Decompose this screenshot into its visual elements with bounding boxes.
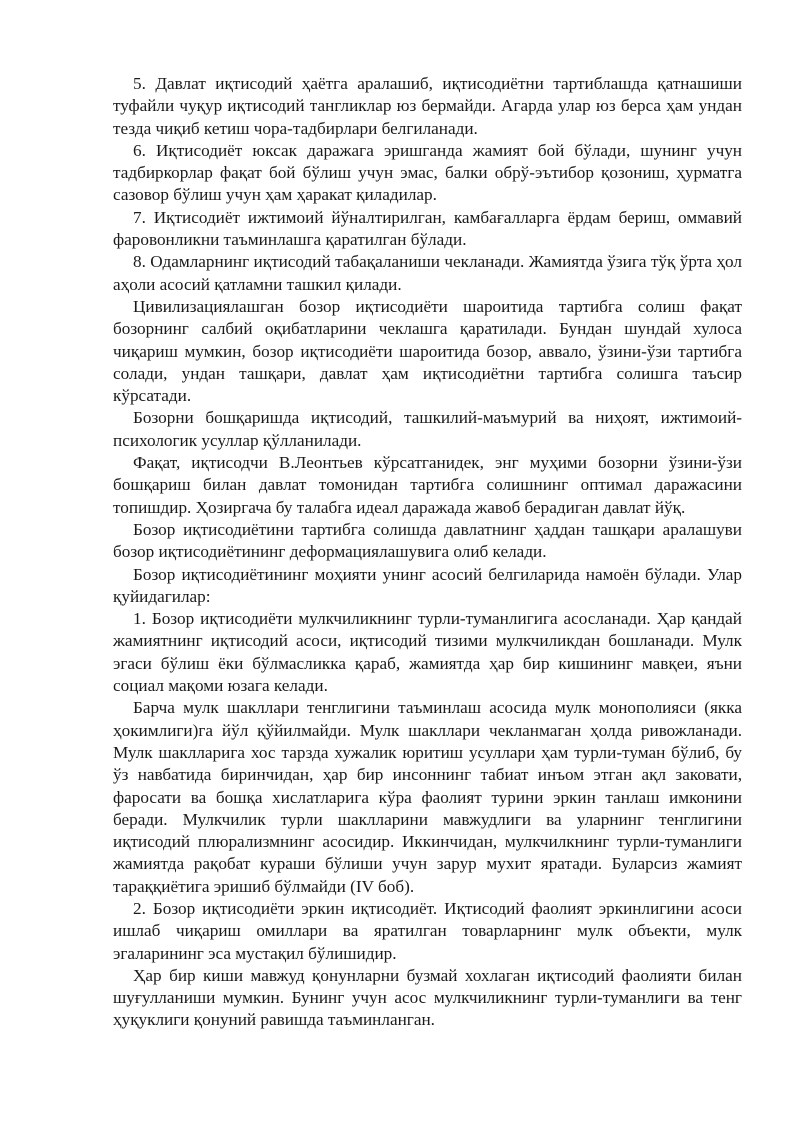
paragraph: Ҳар бир киши мавжуд қонунларни бузмай хохлаган иқтисодий фаолияти билан шуғулланиши мумкин. Бунинг учун асос мулкчиликнинг турли-туманлиги ва тенг ҳуқуклиги қонуний равишда таъминланган.: [113, 965, 742, 1030]
paragraph: 2. Бозор иқтисодиёти эркин иқтисодиёт. Иқтисодий фаолият эркинлигини асоси ишлаб чиқариш омиллари ва яратилган товарларнинг мулк объекти, мулк эгаларининг эса мустақил бўлишидир.: [113, 898, 742, 963]
paragraph: 5. Давлат иқтисодий ҳаётга аралашиб, иқтисодиётни тартиблашда қатнашиши туфайли чуқур иқтисодий тангликлар юз бермайди. Агарда улар юз берса ҳам ундан тезда чиқиб кетиш чора-тадбирлари белгиланади.: [113, 74, 742, 138]
paragraph: 8. Одамларнинг иқтисодий табақаланиши чекланади. Жамиятда ўзига тўқ ўрта ҳол аҳоли асосий қатламни ташкил қилади.: [113, 252, 742, 294]
paragraph: Бозор иқтисодиётининг моҳияти унинг асосий белгиларида намоён бўлади. Улар қуйидагилар:: [113, 564, 742, 606]
paragraph: Фақат, иқтисодчи В.Леонтьев кўрсатганидек, энг муҳими бозорни ўзини-ўзи бошқариш билан давлат томонидан тартибга солишнинг оптимал даражасини топишдир. Ҳозиргача бу талабга идеал даражада жавоб берадиган давлат йўқ.: [113, 453, 742, 517]
paragraph: Бозорни бошқаришда иқтисодий, ташкилий-маъмурий ва ниҳоят, ижтимоий-психологик усуллар қўлланилади.: [113, 408, 742, 450]
document-body: [113, 73, 742, 1032]
paragraph: 7. Иқтисодиёт ижтимоий йўналтирилган, камбағалларга ёрдам бериш, оммавий фаровонликни таъминлашга қаратилган бўлади.: [113, 207, 742, 250]
paragraph: 1. Бозор иқтисодиёти мулкчиликнинг турли-туманлигига асосланади. Ҳар қандай жамиятнинг иқтисодий асоси, иқтисодий тизими мулкчиликдан бошланади. Мулк эгаси бўлиш ёки бўлмасликка қараб, жамиятда ҳар бир кишининг мавқеи, яъни социал мақоми юзага келади.: [113, 609, 742, 696]
paragraph: Барча мулк шакллари тенглигини таъминлаш асосида мулк монополияси (якка ҳокимлиги)га йўл қўйилмайди. Мулк шакллари чекланмаган ҳолда ривожланади. Мулк шаклларига хос тарзда хужалик юритиш усуллари ҳам турли-туман бўлиб, бу ўз навбатида биринчидан, ҳар бир инсоннинг табиат инъом этган ақл заковати, фаросати ва бошқа хислатларига кўра фаолият турини эркин танлаш имконини беради. Мулкчилик турли шаклларини мавжудлиги ва уларнинг тенглигини иқтисодий плюрализмнинг асосидир. Иккинчидан, мулкчилкнинг турли-туманлиги жамиятда рақобат кураши бўлиши учун зарур мухит яратади. Буларсиз жамият тараққиётига эришиб бўлмайди (IV боб).: [113, 698, 742, 896]
paragraph: Цивилизациялашган бозор иқтисодиёти шароитида тартибга солиш фақат бозорнинг салбий оқибатларини чеклашга қаратилади. Бундан шундай хулоса чиқариш мумкин, бозор иқтисодиёти шароитида бозор, аввало, ўзини-ўзи тартибга солади, ундан ташқари, давлат ҳам иқтисодиётни тартибга солишга таъсир кўрсатади.: [113, 296, 742, 406]
paragraph: Бозор иқтисодиётини тартибга солишда давлатнинг ҳаддан ташқари аралашуви бозор иқтисодиётининг деформациялашувига олиб келади.: [113, 519, 742, 562]
paragraph: 6. Иқтисодиёт юксак даражага эришганда жамият бой бўлади, шунинг учун тадбиркорлар фақат бой бўлиш учун эмас, балки обрў-эътибор қозониш, ҳурматга сазовор бўлиш учун ҳам ҳаракат қиладилар.: [113, 140, 742, 205]
